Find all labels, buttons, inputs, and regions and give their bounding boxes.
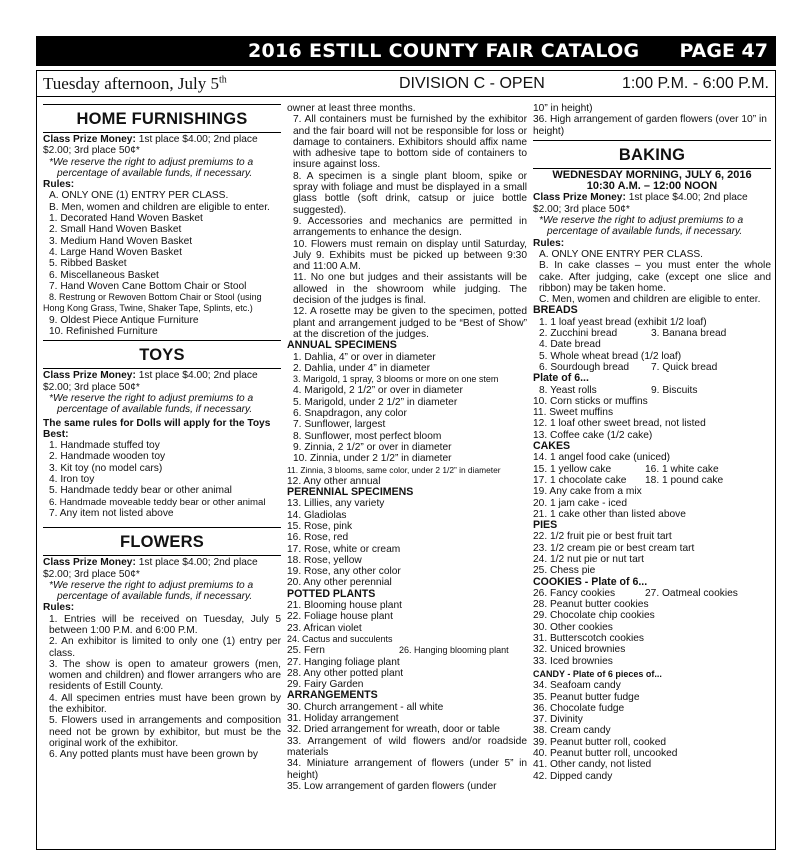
prize-text: $2.00; 3rd place 50¢* xyxy=(43,568,140,580)
list-item: 36. Chocolate fudge xyxy=(533,702,625,714)
section-title-toys: TOYS xyxy=(139,346,185,365)
time-label: 1:00 P.M. - 6:00 P.M. xyxy=(621,75,769,92)
list-item: 5. Whole wheat bread (1/2 loaf) xyxy=(539,350,682,362)
rule-paragraph: owner at least three months. xyxy=(287,103,416,114)
list-item: 9. Biscuits xyxy=(651,384,698,396)
list-item: 20. Any other perennial xyxy=(287,577,392,589)
subsection-breads: BREADS xyxy=(533,305,578,317)
list-item: 7. Hand Woven Cane Bottom Chair or Stool xyxy=(49,280,247,292)
list-item: 35. Peanut butter fudge xyxy=(533,691,640,703)
list-item: 5. Marigold, under 2 1/2” in diameter xyxy=(293,396,458,408)
list-item: 1. Decorated Hand Woven Basket xyxy=(49,213,203,225)
rule-paragraph: 7. All containers must be furnished by the exhibitor and the fair board will not be responsible for loss or damage to containers. Exhibitors should affix name with adhesive tape to bottom side of containers to insure against loss. xyxy=(293,114,527,171)
list-item: 29. Fairy Garden xyxy=(287,679,364,691)
section-title-home-furnishings: HOME FURNISHINGS xyxy=(76,110,248,128)
list-item: C. Men, women and children are eligible to enter. xyxy=(539,294,761,306)
divider xyxy=(533,140,771,141)
list-item: 38. Cream candy xyxy=(533,725,611,737)
prize-text: 1st place $4.00; 2nd place xyxy=(138,370,258,382)
list-item: 15. 1 yellow cake xyxy=(533,463,612,475)
rule-paragraph: 5. Flowers used in arrangements and composition need not be grown by exhibitor, but must be the original work of the exhibitor. xyxy=(49,715,281,749)
list-item: 3. Marigold, 1 spray, 3 blooms or more on one stem xyxy=(293,374,499,385)
list-item: 22. 1/2 fruit pie or best fruit tart xyxy=(533,531,672,543)
list-item: 4. Date bread xyxy=(539,339,601,351)
list-item: 30. Church arrangement - all white xyxy=(287,701,444,713)
list-item: 8. Yeast rolls xyxy=(539,384,597,396)
prize-text: $2.00; 3rd place 50¢* xyxy=(533,203,630,215)
catalog-title: 2016 ESTILL COUNTY FAIR CATALOG xyxy=(248,40,640,62)
prize-text: 1st place $4.00; 2nd place xyxy=(138,557,258,569)
list-item: 2. Zucchini bread xyxy=(539,328,618,340)
rule-paragraph: 10. Flowers must remain on display until Saturday, July 9. Exhibits must be picked up between 9:30 and 11:00 A.M. xyxy=(293,238,527,273)
list-item: 35. Low arrangement of garden flowers (under xyxy=(287,780,497,792)
divider xyxy=(43,104,281,105)
list-item: 42. Dipped candy xyxy=(533,770,613,782)
rules-label: Rules: xyxy=(533,237,565,249)
list-item: 40. Peanut butter roll, uncooked xyxy=(533,748,678,760)
list-item: 15. Rose, pink xyxy=(287,520,353,532)
list-item: 8. Restrung or Rewoven Bottom Chair or Stool (using xyxy=(49,292,262,303)
subsection-cakes: CAKES xyxy=(533,441,571,453)
rule-paragraph: 8. A specimen is a single plant bloom, spike or spray with foliage and must be displayed in a small glass bottle (soft drink, catsup or juice bottle suggested). xyxy=(293,170,527,216)
list-item: 39. Peanut butter roll, cooked xyxy=(533,736,667,748)
list-item: 6. Handmade moveable teddy bear or other animal xyxy=(49,496,266,508)
list-item: 23. African violet xyxy=(287,622,362,634)
list-item: 1. Dahlia, 4” or over in diameter xyxy=(293,351,436,363)
divider xyxy=(43,527,281,528)
baking-time: 10:30 A.M. – 12:00 NOON xyxy=(586,180,718,193)
list-item: 19. Any cake from a mix xyxy=(533,486,642,498)
prize-label: Class Prize Money: xyxy=(43,370,136,382)
list-item: 1. Handmade stuffed toy xyxy=(49,440,160,452)
list-item: 23. 1/2 cream pie or best cream tart xyxy=(533,542,695,554)
list-item: Hong Kong Grass, Twine, Shaker Tape, Splints, etc.) xyxy=(43,303,253,314)
divider xyxy=(43,340,281,341)
list-item: 12. Any other annual xyxy=(287,475,381,487)
list-item: 17. Rose, white or cream xyxy=(287,543,401,555)
list-item: 10” in height) xyxy=(533,103,593,114)
list-item: 21. Blooming house plant xyxy=(287,600,402,612)
list-item: 11. Sweet muffins xyxy=(533,407,614,419)
list-item: 8. Sunflower, most perfect bloom xyxy=(293,430,442,442)
reserve-note: *We reserve the right to adjust premiums to a xyxy=(49,156,254,168)
list-item: 6. Miscellaneous Basket xyxy=(49,269,159,281)
page-frame xyxy=(36,70,776,850)
list-item: 9. Oldest Piece Antique Furniture xyxy=(49,314,199,326)
subsection-pies: PIES xyxy=(533,520,558,532)
prize-text: $2.00; 3rd place 50¢* xyxy=(43,145,140,157)
list-item: 12. 1 loaf other sweet bread, not listed xyxy=(533,418,706,430)
divider xyxy=(43,368,281,369)
rule-paragraph: 6. Any potted plants must have been grown by xyxy=(49,749,258,761)
list-item: 25. Chess pie xyxy=(533,565,596,577)
list-item: 24. Cactus and succulents xyxy=(287,633,393,644)
list-item: 28. Peanut butter cookies xyxy=(533,599,649,611)
reserve-note: percentage of available funds, if necessary. xyxy=(57,591,253,603)
rules-label: Rules: xyxy=(43,602,75,614)
baking-date: WEDNESDAY MORNING, JULY 6, 2016 xyxy=(552,168,752,181)
list-item: 4. Iron toy xyxy=(49,474,95,486)
list-item: 10. Refinished Furniture xyxy=(49,326,158,338)
rule-paragraph: 1. Entries will be received on Tuesday, July 5 between 1:00 P.M. and 6:00 P.M. xyxy=(49,613,281,636)
rule-paragraph: 2. An exhibitor is limited to only one (1) entry per class. xyxy=(49,636,281,659)
list-item: 3. Banana bread xyxy=(651,328,727,340)
list-item: 9. Zinnia, 2 1/2” or over in diameter xyxy=(293,441,452,453)
reserve-note: *We reserve the right to adjust premiums to a xyxy=(49,392,254,404)
list-item: 37. Divinity xyxy=(533,714,583,726)
list-item: 36. High arrangement of garden flowers (over 10” in height) xyxy=(533,114,767,137)
list-item: 24. 1/2 nut pie or nut tart xyxy=(533,553,645,565)
subsection-potted: POTTED PLANTS xyxy=(287,588,376,600)
list-item: 6. Snapdragon, any color xyxy=(293,408,407,420)
list-item: 28. Any other potted plant xyxy=(287,667,404,679)
list-item: 16. 1 white cake xyxy=(645,463,719,475)
list-item: 2. Small Hand Woven Basket xyxy=(49,224,182,236)
list-item: 5. Ribbed Basket xyxy=(49,258,127,270)
subsection-arrangements: ARRANGEMENTS xyxy=(287,690,378,702)
list-item: 14. 1 angel food cake (uniced) xyxy=(533,452,671,464)
list-item: 2. Dahlia, under 4” in diameter xyxy=(293,362,431,374)
prize-label: Class Prize Money: xyxy=(43,134,136,145)
list-item: 31. Holiday arrangement xyxy=(287,713,399,725)
list-item: 7. Quick bread xyxy=(651,361,718,373)
list-item: 5. Handmade teddy bear or other animal xyxy=(49,485,232,497)
list-item: A. ONLY ONE ENTRY PER CLASS. xyxy=(539,248,703,260)
list-item: 33. Iced brownies xyxy=(533,655,613,667)
subsection-perennial: PERENNIAL SPECIMENS xyxy=(287,487,414,499)
list-item: 10. Zinnia, under 2 1/2” in diameter xyxy=(293,453,452,465)
reserve-note: percentage of available funds, if necessary. xyxy=(547,226,743,238)
list-item: 3. Kit toy (no model cars) xyxy=(49,462,163,474)
rule-paragraph: 4. All specimen entries must have been grown by the exhibitor. xyxy=(49,692,281,716)
rule-paragraph: 11. No one but judges and their assistants will be allowed in the showroom while judging. The decision of the judges is final. xyxy=(293,272,527,307)
reserve-note: percentage of available funds, if necessary. xyxy=(57,404,253,416)
rule-paragraph: 3. The show is open to amateur growers (men, women and children) and flower arrangers who are residents of Estill County. xyxy=(49,658,281,693)
subsection-annual: ANNUAL SPECIMENS xyxy=(287,340,397,352)
same-rules-note: The same rules for Dolls will apply for the Toys xyxy=(43,417,271,429)
division-header xyxy=(37,71,775,97)
list-item: 41. Other candy, not listed xyxy=(533,759,652,771)
best-label: Best: xyxy=(43,428,69,440)
list-item: 13. Lillies, any variety xyxy=(287,498,385,510)
reserve-note: percentage of available funds, if necessary. xyxy=(57,167,253,179)
subsection-candy: CANDY - Plate of 6 pieces of... xyxy=(533,668,662,679)
list-item: 34. Seafoam candy xyxy=(533,680,621,692)
list-item: 26. Fancy cookies xyxy=(533,587,616,599)
list-item: 14. Gladiolas xyxy=(287,509,347,521)
prize-text: 1st place $4.00; 2nd place xyxy=(628,192,748,204)
list-item: 7. Any item not listed above xyxy=(49,507,174,519)
rule-paragraph: B. In cake classes – you must enter the whole cake. After judging, cake (except one slice and ribbon) may be taken home. xyxy=(539,260,771,294)
list-item: 11. Zinnia, 3 blooms, same color, under 2 1/2” in diameter xyxy=(287,464,501,475)
list-item: 4. Large Hand Woven Basket xyxy=(49,246,182,258)
prize-text: $2.00; 3rd place 50¢* xyxy=(43,381,140,393)
divider xyxy=(43,555,281,556)
subsection-plate: Plate of 6... xyxy=(533,373,589,385)
list-item: 3. Medium Hand Woven Basket xyxy=(49,235,193,247)
rule-paragraph: 12. A rosette may be given to the specimen, potted plant and arrangement judged to be “Best of Show” at the discretion of the judges. xyxy=(293,306,527,340)
reserve-note: *We reserve the right to adjust premiums to a xyxy=(539,215,744,227)
list-item: 4. Marigold, 2 1/2” or over in diameter xyxy=(293,385,463,397)
day-text: Tuesday afternoon, July 5 xyxy=(43,74,219,93)
list-item: 1. 1 loaf yeast bread (exhibit 1/2 loaf) xyxy=(539,316,707,328)
column-2 xyxy=(287,103,527,792)
day-label xyxy=(43,74,227,94)
section-title-baking: BAKING xyxy=(618,145,686,164)
catalog-banner xyxy=(36,36,776,66)
column-1 xyxy=(43,101,281,761)
list-item: 21. 1 cake other than listed above xyxy=(533,508,686,520)
prize-label: Class Prize Money: xyxy=(43,557,136,569)
list-item: A. ONLY ONE (1) ENTRY PER CLASS. xyxy=(49,190,229,202)
list-item: 32. Uniced brownies xyxy=(533,644,626,656)
reserve-note: *We reserve the right to adjust premiums to a xyxy=(49,579,254,591)
column-3 xyxy=(533,103,771,782)
page-number: PAGE 47 xyxy=(679,40,768,62)
list-item: 6. Sourdough bread xyxy=(539,361,630,373)
list-item: 32. Dried arrangement for wreath, door or table xyxy=(287,724,500,736)
list-item: 18. Rose, yellow xyxy=(287,554,362,566)
section-title-flowers: FLOWERS xyxy=(120,533,204,552)
list-item: 25. Fern xyxy=(287,645,325,657)
list-item: 18. 1 pound cake xyxy=(645,474,724,486)
list-item: 27. Hanging foliage plant xyxy=(287,656,400,668)
list-item: 34. Miniature arrangement of flowers (under 5” in height) xyxy=(287,758,527,781)
divider xyxy=(43,132,281,133)
list-item: 29. Chocolate chip cookies xyxy=(533,610,655,622)
list-item: 2. Handmade wooden toy xyxy=(49,451,166,463)
division-label: DIVISION C - OPEN xyxy=(399,75,545,92)
list-item: 27. Oatmeal cookies xyxy=(645,587,738,599)
list-item: 13. Coffee cake (1/2 cake) xyxy=(533,429,653,441)
list-item: 19. Rose, any other color xyxy=(287,566,401,578)
list-item: 17. 1 chocolate cake xyxy=(533,474,627,486)
list-item: 31. Butterscotch cookies xyxy=(533,633,644,645)
list-item: 10. Corn sticks or muffins xyxy=(533,395,648,407)
list-item: 20. 1 jam cake - iced xyxy=(533,497,627,509)
list-item: 22. Foliage house plant xyxy=(287,611,393,623)
rules-label: Rules: xyxy=(43,179,75,191)
list-item: 16. Rose, red xyxy=(287,532,349,544)
list-item: 33. Arrangement of wild flowers and/or roadside materials xyxy=(287,735,527,758)
day-sup: th xyxy=(218,74,227,86)
subsection-cookies: COOKIES - Plate of 6... xyxy=(533,576,648,588)
rule-paragraph: 9. Accessories and mechanics are permitted in arrangements to enhance the design. xyxy=(293,215,527,239)
prize-text: 1st place $4.00; 2nd place xyxy=(138,134,258,145)
list-item: 30. Other cookies xyxy=(533,621,613,633)
list-item: 7. Sunflower, largest xyxy=(293,419,386,431)
list-item: 26. Hanging blooming plant xyxy=(399,645,509,656)
list-item: B. Men, women and children are eligible to enter. xyxy=(49,201,270,213)
prize-label: Class Prize Money: xyxy=(533,192,626,204)
